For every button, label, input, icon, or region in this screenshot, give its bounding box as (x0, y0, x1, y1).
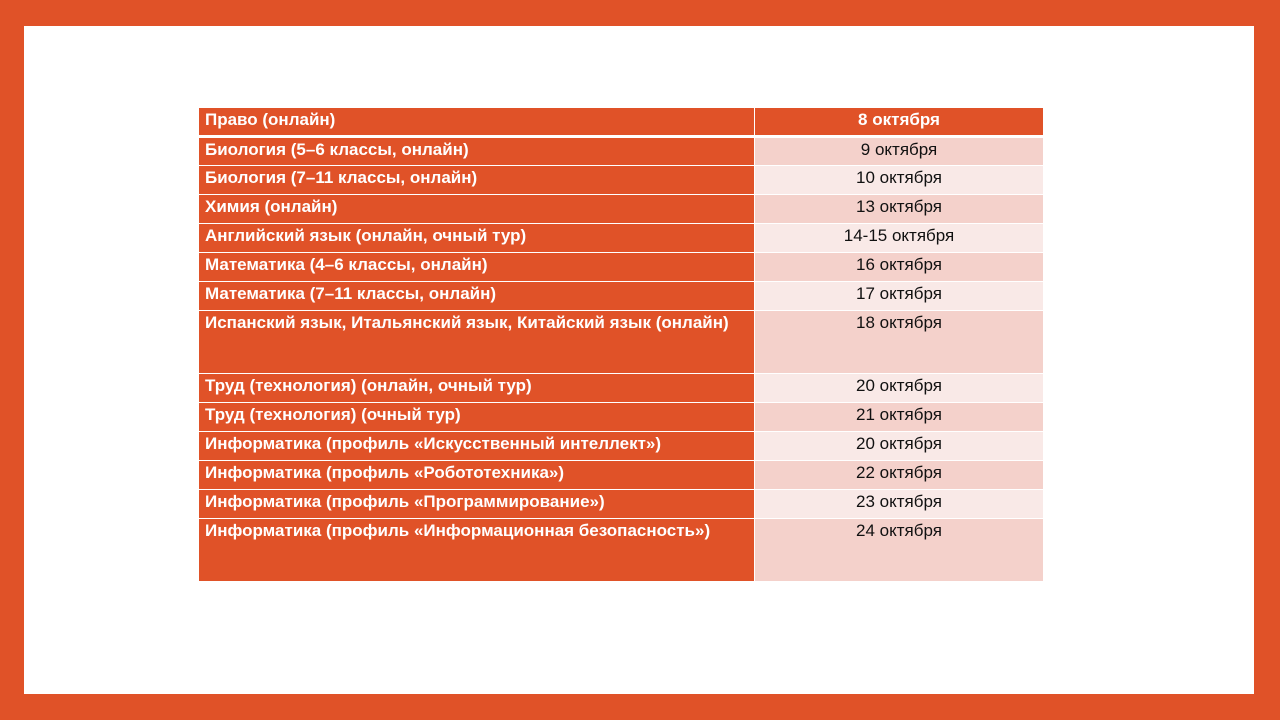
date-cell: 18 октября (755, 311, 1044, 374)
table-row (199, 490, 1044, 519)
subject-cell: Информатика (профиль «Искусственный интеллект») (199, 432, 755, 461)
header-subject-cell: Право (онлайн) (199, 108, 755, 137)
date-cell: 22 октября (755, 461, 1044, 490)
date-cell: 23 октября (755, 490, 1044, 519)
date-cell: 13 октября (755, 195, 1044, 224)
subject-cell: Информатика (профиль «Информационная безопасность») (199, 519, 755, 582)
subject-cell: Труд (технология) (онлайн, очный тур) (199, 374, 755, 403)
subject-cell: Английский язык (онлайн, очный тур) (199, 224, 755, 253)
table-row (199, 311, 1044, 374)
table-row (199, 195, 1044, 224)
subject-cell: Химия (онлайн) (199, 195, 755, 224)
table-header-row (199, 108, 1044, 137)
date-cell: 24 октября (755, 519, 1044, 582)
subject-cell: Информатика (профиль «Программирование») (199, 490, 755, 519)
subject-cell: Биология (5–6 классы, онлайн) (199, 137, 755, 166)
subject-cell: Испанский язык, Итальянский язык, Китайский язык (онлайн) (199, 311, 755, 374)
table-row (199, 374, 1044, 403)
table-row (199, 166, 1044, 195)
date-cell: 14-15 октября (755, 224, 1044, 253)
subject-cell: Математика (4–6 классы, онлайн) (199, 253, 755, 282)
date-cell: 20 октября (755, 432, 1044, 461)
slide (24, 26, 1254, 694)
date-cell: 16 октября (755, 253, 1044, 282)
table-row (199, 282, 1044, 311)
table-row (199, 461, 1044, 490)
table-row (199, 253, 1044, 282)
subject-cell: Труд (технология) (очный тур) (199, 403, 755, 432)
subject-cell: Математика (7–11 классы, онлайн) (199, 282, 755, 311)
date-cell: 21 октября (755, 403, 1044, 432)
table-row (199, 137, 1044, 166)
date-cell: 9 октября (755, 137, 1044, 166)
olympiad-schedule-table (198, 107, 1044, 582)
date-cell: 17 октября (755, 282, 1044, 311)
date-cell: 20 октября (755, 374, 1044, 403)
table-row (199, 224, 1044, 253)
table-row (199, 403, 1044, 432)
table-row (199, 432, 1044, 461)
subject-cell: Биология (7–11 классы, онлайн) (199, 166, 755, 195)
subject-cell: Информатика (профиль «Робототехника») (199, 461, 755, 490)
date-cell: 10 октября (755, 166, 1044, 195)
table-row (199, 519, 1044, 582)
header-date-cell: 8 октября (755, 108, 1044, 137)
